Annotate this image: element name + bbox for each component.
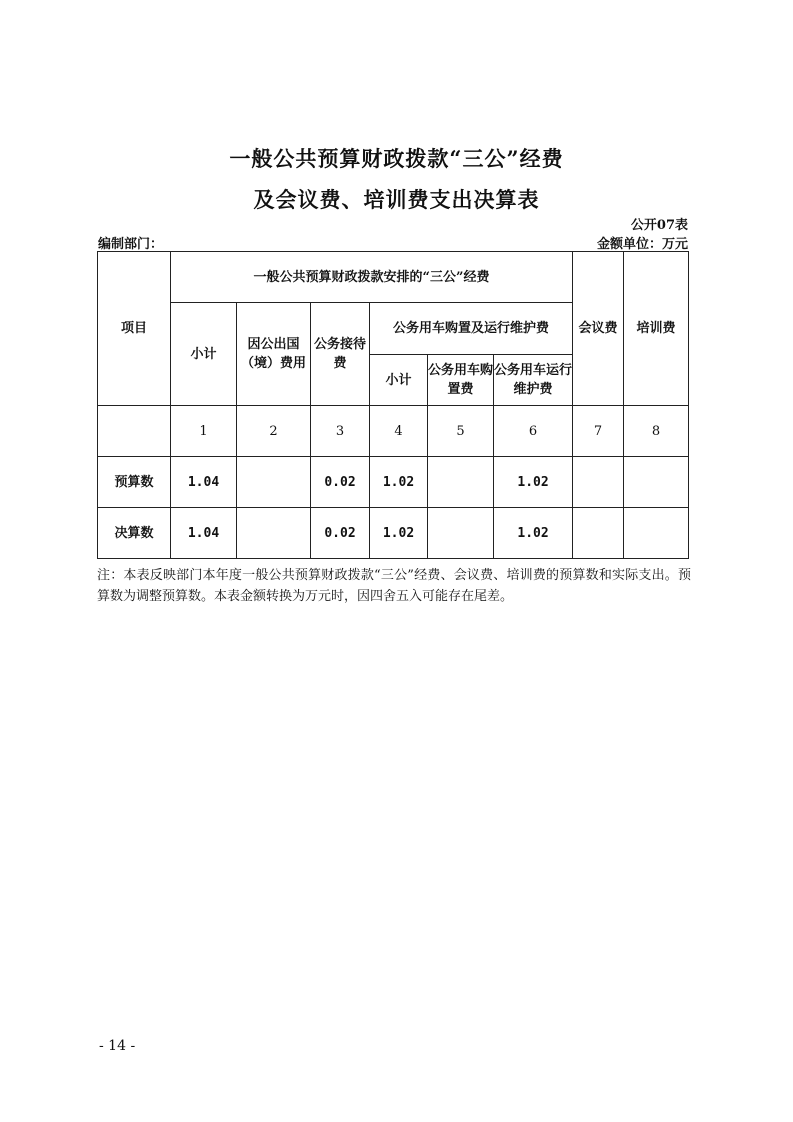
table-cell: 1.02 bbox=[370, 508, 428, 559]
header-meeting: 会议费 bbox=[573, 252, 624, 406]
table-row-final bbox=[98, 508, 689, 559]
column-number-row bbox=[98, 406, 689, 457]
table-cell: 1.02 bbox=[494, 457, 573, 508]
header-vehicle-operation: 公务用车运行维护费 bbox=[494, 355, 573, 406]
column-number: 2 bbox=[237, 406, 311, 457]
column-number: 7 bbox=[573, 406, 624, 457]
table-cell: 1.04 bbox=[171, 457, 237, 508]
header-reception: 公务接待费 bbox=[311, 303, 370, 406]
header-abroad: 因公出国（境）费用 bbox=[237, 303, 311, 406]
expenditure-table bbox=[97, 251, 689, 559]
table-cell bbox=[237, 508, 311, 559]
table-cell bbox=[428, 457, 494, 508]
column-number: 6 bbox=[494, 406, 573, 457]
page-number: - 14 - bbox=[99, 1038, 136, 1054]
document-title-line2: 及会议费、培训费支出决算表 bbox=[253, 187, 540, 212]
table-note: 注：本表反映部门本年度一般公共预算财政拨款“三公”经费、会议费、培训费的预算数和实际支出。预算数为调整预算数。本表金额转换为万元时，因四舍五入可能存在尾差。 bbox=[97, 568, 691, 604]
table-cell bbox=[573, 508, 624, 559]
table-cell: 0.02 bbox=[311, 508, 370, 559]
header-vehicle-purchase: 公务用车购置费 bbox=[428, 355, 494, 406]
table-cell bbox=[573, 457, 624, 508]
table-cell bbox=[624, 508, 689, 559]
column-number: 4 bbox=[370, 406, 428, 457]
column-number: 1 bbox=[171, 406, 237, 457]
row-label: 决算数 bbox=[98, 508, 171, 559]
header-item: 项目 bbox=[98, 252, 171, 406]
table-row-budget bbox=[98, 457, 689, 508]
header-vehicle-group: 公务用车购置及运行维护费 bbox=[370, 303, 573, 355]
compiling-unit-label: 编制部门： bbox=[98, 237, 164, 252]
column-number: 8 bbox=[624, 406, 689, 457]
meta-row bbox=[98, 233, 688, 252]
table-cell: 1.04 bbox=[171, 508, 237, 559]
header-training: 培训费 bbox=[624, 252, 689, 406]
column-number-blank bbox=[98, 406, 171, 457]
column-number: 5 bbox=[428, 406, 494, 457]
table-cell bbox=[428, 508, 494, 559]
amount-unit-label: 金额单位：万元 bbox=[596, 237, 688, 252]
column-number: 3 bbox=[311, 406, 370, 457]
table-cell bbox=[237, 457, 311, 508]
table-cell: 1.02 bbox=[370, 457, 428, 508]
table-cell: 0.02 bbox=[311, 457, 370, 508]
table-code: 公开07表 bbox=[630, 218, 688, 233]
row-label: 预算数 bbox=[98, 457, 171, 508]
table-cell bbox=[624, 457, 689, 508]
header-vehicle-subtotal: 小计 bbox=[370, 355, 428, 406]
table-cell: 1.02 bbox=[494, 508, 573, 559]
header-three-public-group: 一般公共预算财政拨款安排的“三公”经费 bbox=[171, 252, 573, 303]
header-subtotal: 小计 bbox=[171, 303, 237, 406]
document-title-line1: 一般公共预算财政拨款“三公”经费 bbox=[229, 146, 564, 171]
